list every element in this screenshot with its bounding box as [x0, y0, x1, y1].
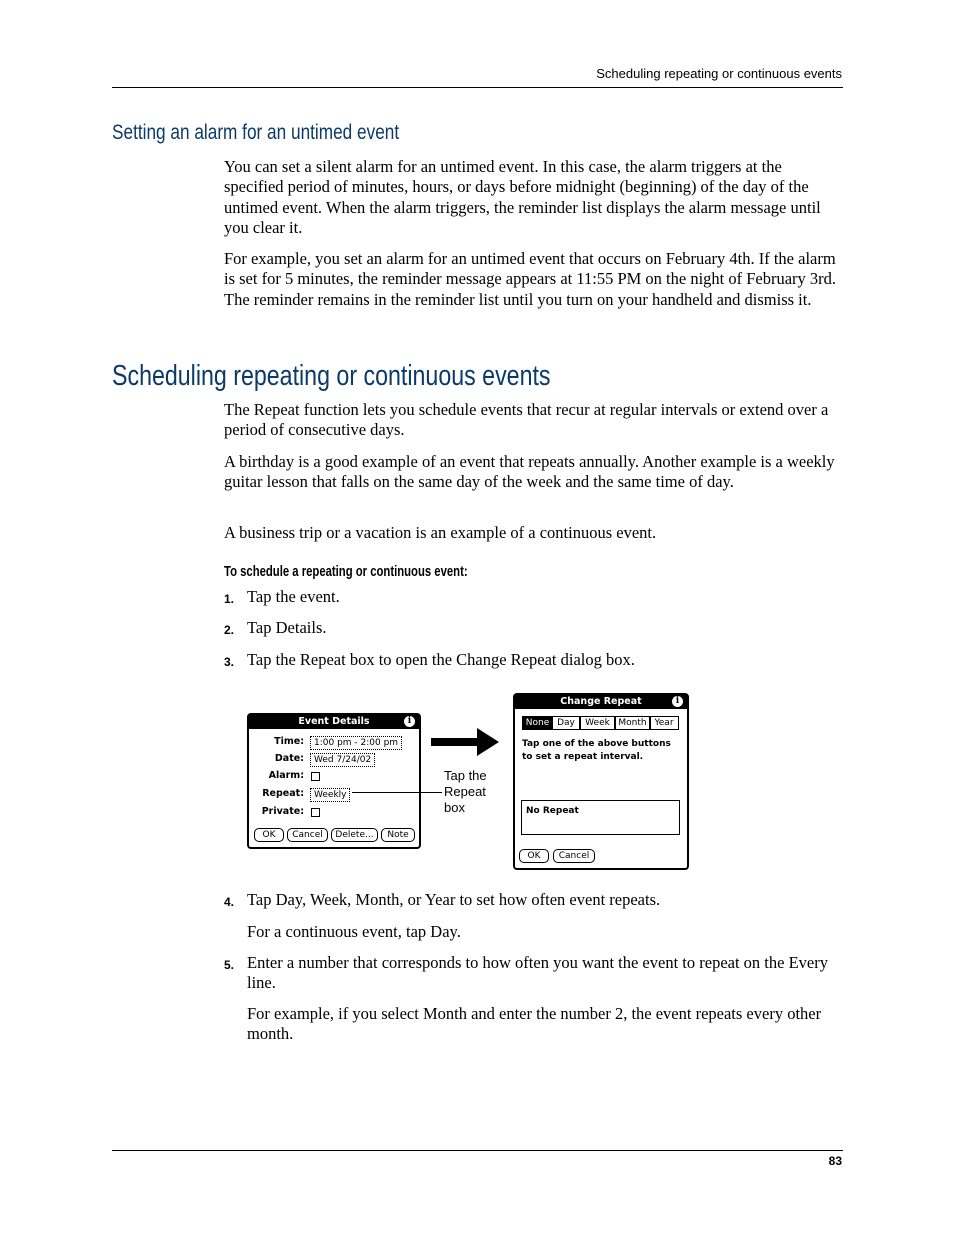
- date-label: Date:: [274, 753, 304, 764]
- paragraph: A birthday is a good example of an event that repeats annually. Another example is a weekly guitar lesson that falls on the same day of the week and the same time of day.: [224, 452, 835, 492]
- tab-none[interactable]: None: [522, 716, 553, 730]
- repeat-status-text: No Repeat: [526, 806, 579, 816]
- step-number: 5.: [224, 958, 235, 972]
- info-icon: i: [404, 716, 415, 727]
- step-text: Tap Day, Week, Month, or Year to set how often event repeats.: [247, 890, 661, 909]
- step-note: For a continuous event, tap Day.: [247, 922, 461, 941]
- time-field[interactable]: 1:00 pm - 2:00 pm: [310, 736, 402, 750]
- callout-text: Tap the Repeat box: [444, 768, 487, 815]
- step-number: 1.: [224, 592, 235, 606]
- change-repeat-title: Change Repeat: [515, 695, 687, 709]
- tab-week[interactable]: Week: [579, 716, 616, 730]
- paragraph: A business trip or a vacation is an example of a continuous event.: [224, 523, 657, 542]
- step-note: For example, if you select Month and enter the number 2, the event repeats every other month.: [247, 1004, 822, 1044]
- delete-button[interactable]: Delete...: [331, 828, 378, 842]
- footer-rule: [112, 1150, 843, 1151]
- tab-month[interactable]: Month: [614, 716, 651, 730]
- alarm-checkbox[interactable]: [311, 772, 320, 781]
- step-text: Tap the Repeat box to open the Change Repeat dialog box.: [247, 650, 635, 669]
- procedure-title: To schedule a repeating or continuous event:: [224, 564, 468, 580]
- cancel-button[interactable]: Cancel: [287, 828, 328, 842]
- step-text: Enter a number that corresponds to how often you want the event to repeat on the Every line.: [247, 953, 828, 993]
- callout-leader-line: [352, 792, 442, 793]
- step-number: 4.: [224, 895, 235, 909]
- date-field[interactable]: Wed 7/24/02: [310, 753, 375, 767]
- ok-button[interactable]: OK: [254, 828, 284, 842]
- private-label: Private:: [261, 806, 304, 817]
- paragraph: You can set a silent alarm for an untimed event. In this case, the alarm triggers at the specified period of minutes, hours, or days before midnight (beginning) of the day of the untimed event. When the alarm triggers, the reminder list displays the alarm message until you clear it.: [224, 157, 821, 238]
- step-number: 3.: [224, 655, 235, 669]
- tab-year[interactable]: Year: [649, 716, 679, 730]
- time-label: Time:: [274, 736, 304, 747]
- step-text: Tap the event.: [247, 587, 340, 606]
- header-rule: [112, 87, 843, 88]
- repeat-label: Repeat:: [262, 788, 304, 799]
- paragraph: For example, you set an alarm for an untimed event that occurs on February 4th. If the alarm is set for 5 minutes, the reminder message appears at 11:55 PM on the night of February 3rd. The reminder remains in the reminder list until you turn on your handheld and dismiss it.: [224, 249, 837, 309]
- alarm-label: Alarm:: [268, 770, 304, 781]
- step-number: 2.: [224, 623, 235, 637]
- info-icon: i: [672, 696, 683, 707]
- ok-button[interactable]: OK: [519, 849, 549, 863]
- running-header: Scheduling repeating or continuous events: [596, 66, 842, 81]
- event-details-screen: [247, 713, 421, 849]
- cancel-button[interactable]: Cancel: [553, 849, 595, 863]
- repeat-field[interactable]: Weekly: [310, 788, 350, 802]
- repeat-status-box: [521, 800, 680, 835]
- private-checkbox[interactable]: [311, 808, 320, 817]
- paragraph: The Repeat function lets you schedule events that recur at regular intervals or extend over a period of consecutive days.: [224, 400, 829, 440]
- note-button[interactable]: Note: [381, 828, 415, 842]
- tab-day[interactable]: Day: [551, 716, 581, 730]
- arrow-right-icon: [431, 728, 501, 756]
- step-text: Tap Details.: [247, 618, 327, 637]
- section-heading-scheduling: Scheduling repeating or continuous events: [112, 360, 551, 392]
- change-repeat-screen: [513, 693, 689, 870]
- instruction-text: Tap one of the above buttons to set a repeat interval.: [522, 739, 671, 762]
- event-details-title: Event Details: [249, 715, 419, 729]
- page-number: 83: [828, 1154, 842, 1168]
- section-heading-alarm: Setting an alarm for an untimed event: [112, 121, 400, 144]
